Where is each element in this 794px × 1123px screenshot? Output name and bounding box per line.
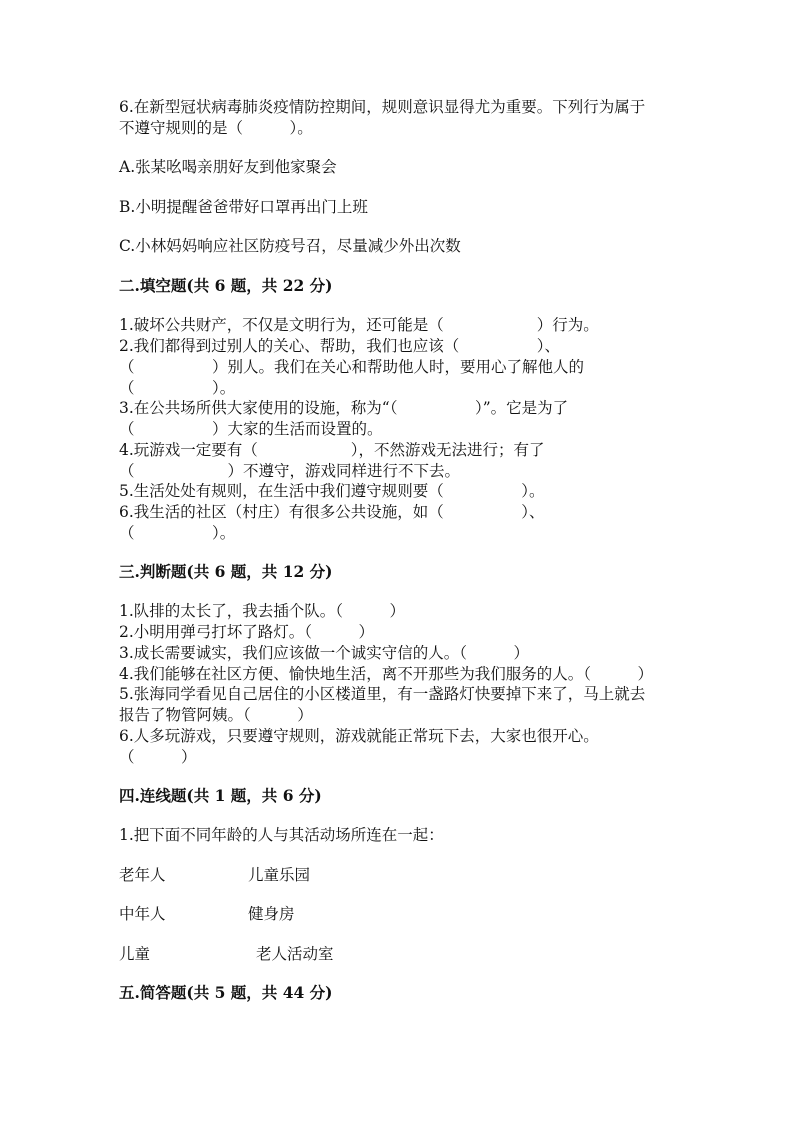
match-right-2: 健身房 [248,905,295,923]
fill-line-8: （ ）不遵守，游戏同样进行不下去。 [119,462,461,480]
fill-line-10: 6.我生活的社区（村庄）有很多公共设施，如（ ）、 [119,503,545,521]
option-a: A.张某吆喝亲朋好友到他家聚会 [119,158,337,176]
section-3-title: 三.判断题(共 6 题，共 12 分) [119,562,333,581]
fill-line-2: 2.我们都得到过别人的关心、帮助，我们也应该（ ）、 [119,337,561,355]
judge-line-2: 2.小明用弹弓打坏了路灯。（ ） [119,623,375,641]
section-5-title: 五.简答题(共 5 题，共 44 分) [119,983,333,1002]
match-right-1: 儿童乐园 [248,866,311,884]
match-right-3: 老人活动室 [256,945,334,963]
judge-line-5: 5.张海同学看见自己居住的小区楼道里，有一盏路灯快要掉下来了，马上就去 [119,685,646,703]
option-b: B.小明提醒爸爸带好口罩再出门上班 [119,198,368,216]
match-left-3: 儿童 [119,945,151,963]
question-6-line-2: 不遵守规则的是（ ）。 [119,119,313,137]
fill-line-5: 3.在公共场所供大家使用的设施，称为“（ ）”。它是为了 [119,399,569,417]
judge-line-3: 3.成长需要诚实，我们应该做一个诚实守信的人。（ ） [119,644,530,662]
fill-line-3: （ ）别人。我们在关心和帮助他人时，要用心了解他人的 [119,358,585,376]
match-left-1: 老年人 [119,866,166,884]
judge-line-4: 4.我们能够在社区方便、愉快地生活，离不开那些为我们服务的人。（ ） [119,665,654,683]
judge-line-6: 报告了物管阿姨。（ ） [119,706,313,724]
fill-line-6: （ ）大家的生活而设置的。 [119,420,383,438]
question-6-line-1: 6.在新型冠状病毒肺炎疫情防控期间，规则意识显得尤为重要。下列行为属于 [119,98,646,116]
judge-line-7: 6.人多玩游戏，只要遵守规则，游戏就能正常玩下去，大家也很开心。 [119,727,599,745]
section-4-title: 四.连线题(共 1 题，共 6 分) [119,786,322,805]
fill-line-11: （ ）。 [119,524,236,542]
match-question: 1.把下面不同年龄的人与其活动场所连在一起： [119,826,444,844]
judge-line-1: 1.队排的太长了，我去插个队。（ ） [119,602,406,620]
fill-line-9: 5.生活处处有规则，在生活中我们遵守规则要（ ）。 [119,482,545,500]
fill-line-1: 1.破坏公共财产，不仅是文明行为，还可能是（ ）行为。 [119,316,599,334]
match-left-2: 中年人 [119,905,166,923]
judge-line-8: （ ） [119,748,197,766]
fill-line-4: （ ）。 [119,379,236,397]
section-2-title: 二.填空题(共 6 题，共 22 分) [119,276,333,295]
option-c: C.小林妈妈响应社区防疫号召，尽量减少外出次数 [119,237,461,255]
fill-line-7: 4.玩游戏一定要有（ ），不然游戏无法进行；有了 [119,441,545,459]
